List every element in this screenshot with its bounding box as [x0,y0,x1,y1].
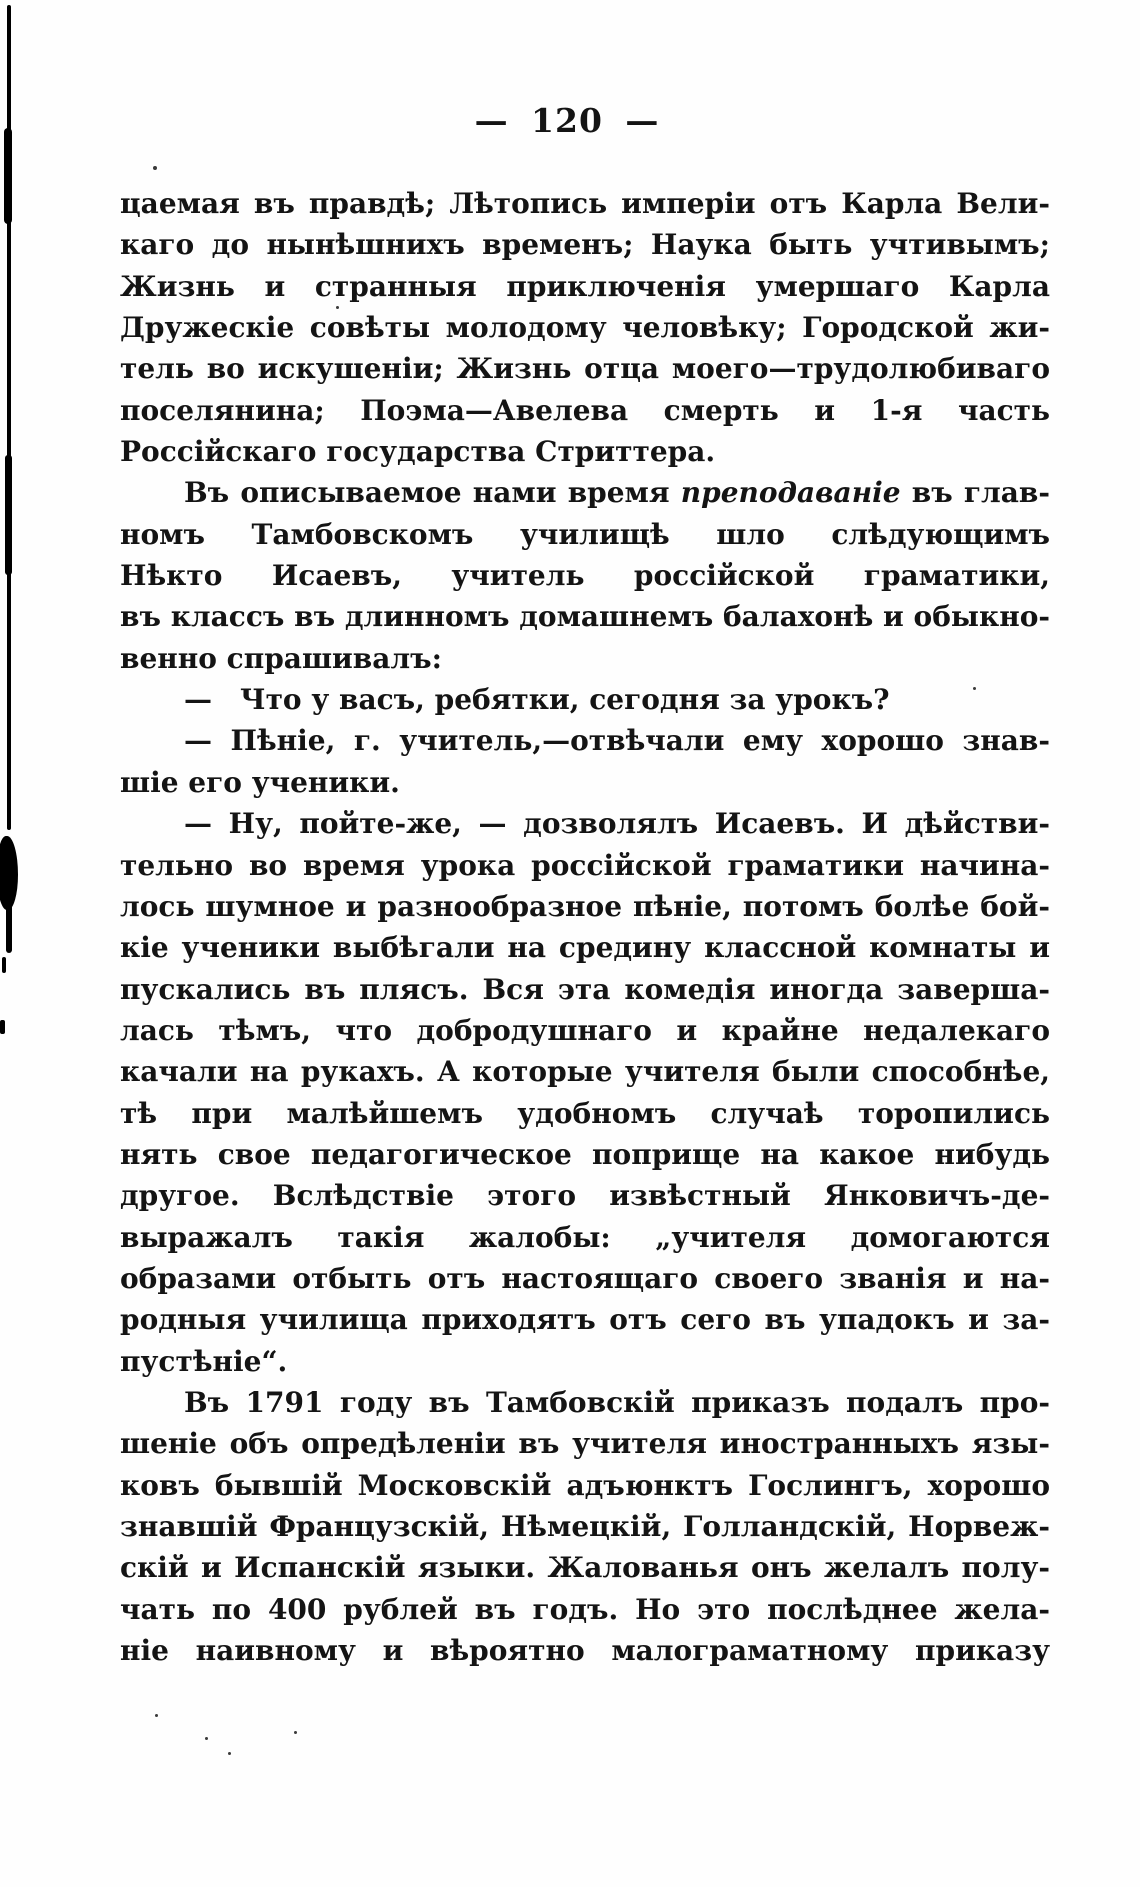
text-line [120,1010,1050,1051]
text-line [120,596,1050,637]
text-line [120,1341,1050,1382]
text-segment: Въ описываемое нами время [184,476,681,510]
text-line [120,183,1050,224]
text-line [120,1299,1050,1340]
text-segment: шіе его ученики. [120,765,400,799]
italic-word: преподаваніе [680,476,901,510]
text-line [120,1217,1050,1258]
text-line [120,1465,1050,1506]
text-segment: Въ 1791 году въ Тамбовскій приказъ подалъ про- [184,1385,1050,1419]
text-segment: ковъ бывшій Московскій адъюнктъ Гослингъ, хорошо [120,1468,1050,1502]
text-line [120,1423,1050,1464]
text-segment: лась тѣмъ, что добродушнаго и крайне недалекаго [120,1013,1050,1047]
scan-speck [228,1752,231,1755]
text-line [120,390,1050,431]
text-segment: знавшій Французскій, Нѣмецкій, Голландскій, Норвеж- [120,1510,1050,1543]
text-line [120,1134,1050,1175]
page-text [120,183,1050,1671]
text-line [120,224,1050,265]
binding-edge-line [4,128,12,224]
text-segment: тѣ при малѣйшемъ удобномъ случаѣ торопились [120,1096,1050,1130]
text-segment: кіе ученики выбѣгали на средину классной комнаты и [120,931,1050,965]
text-segment: ніе наивному и вѣроятно малограматному приказу [120,1634,1050,1668]
text-line [120,1506,1050,1547]
text-line [120,886,1050,927]
text-line [120,1547,1050,1588]
scan-speck [294,1731,297,1734]
text-line [120,514,1050,555]
text-segment: пустѣніе“. [120,1344,288,1378]
text-segment: Дружескіе совѣты молодому человѣку; Городской жи- [120,311,1050,345]
text-line [120,307,1050,348]
text-segment: номъ Тамбовскомъ училищѣ шло слѣдующимъ [120,517,1050,551]
text-line [120,1093,1050,1134]
text-line [120,803,1050,844]
text-line [120,638,1050,679]
text-segment: тель во искушеніи; Жизнь отца моего—трудолюбиваго [120,352,1050,386]
binding-edge-mark [2,957,6,973]
text-line [120,1630,1050,1671]
scan-speck [155,1714,158,1717]
text-segment: чать по 400 рублей въ годъ. Но это послѣднее жела- [120,1592,1050,1626]
text-segment: венно спрашивалъ: [120,641,442,675]
binding-edge-line [6,903,12,953]
text-segment: качали на рукахъ. А которые учителя были способнѣе, [120,1055,1050,1089]
scan-speck [153,166,157,170]
text-segment: родныя училища приходятъ отъ сего въ упадокъ и за- [120,1303,1050,1337]
text-line [120,266,1050,307]
text-line [120,969,1050,1010]
binding-edge-mark [0,1020,5,1034]
page-number: — 120 — [474,101,660,140]
text-segment: образами отбыть отъ настоящаго своего званія и на- [120,1261,1050,1295]
text-segment: Нѣкто Исаевъ, учитель россійской граматики, [120,559,1050,593]
binding-ink-blob [0,836,18,910]
text-segment: — Что у васъ, ребятки, сегодня за урокъ? [184,683,890,717]
text-segment: шеніе объ опредѣленіи въ учителя иностранныхъ язы- [120,1427,1050,1461]
text-segment: нять свое педагогическое поприще на какое нибудь [120,1137,1050,1171]
text-line [120,1589,1050,1630]
text-segment: пускались въ плясъ. Вся эта комедія иногда заверша- [120,972,1050,1006]
text-segment: въ глав- [900,476,1050,510]
text-segment: лось шумное и разнообразное пѣніе, потомъ болѣе бой- [120,889,1050,923]
text-line [120,348,1050,389]
text-line [120,845,1050,886]
text-line [120,431,1050,472]
text-segment: другое. Вслѣдствіе этого извѣстный Янковичъ-де- [120,1179,1050,1213]
text-segment: — Ну, пойте-же, — дозволялъ Исаевъ. И дѣйстви- [184,807,1050,841]
text-line [120,762,1050,803]
text-line [120,472,1050,513]
text-line [120,1051,1050,1092]
text-line [120,1382,1050,1423]
binding-edge-line [5,455,12,575]
text-segment: каго до нынѣшнихъ временъ; Наука быть учтивымъ; [120,228,1050,262]
text-line [120,720,1050,761]
text-segment: цаемая въ правдѣ; Лѣтопись имперіи отъ Карла Вели- [120,187,1050,220]
text-segment: поселянина; Поэма—Авелева смерть и 1-я часть [120,393,1050,427]
text-segment: Жизнь и странныя приключенія умершаго Карла [120,269,1050,303]
text-line [120,1175,1050,1216]
text-segment: выражалъ такія жалобы: „учителя домогаются [120,1220,1050,1254]
text-segment: тельно во время урока россійской граматики начина- [120,848,1050,882]
text-segment: Россійскаго государства Стриттера. [120,435,716,469]
text-segment: въ классъ въ длинномъ домашнемъ балахонѣ и обыкно- [120,600,1050,634]
text-line [120,679,1050,720]
text-segment: скій и Испанскій языки. Жалованья онъ желалъ полу- [120,1551,1050,1585]
text-line [120,1258,1050,1299]
text-line [120,927,1050,968]
scan-speck [205,1737,208,1740]
text-segment: — Пѣніе, г. учитель,—отвѣчали ему хорошо знав- [184,724,1050,758]
text-line [120,555,1050,596]
